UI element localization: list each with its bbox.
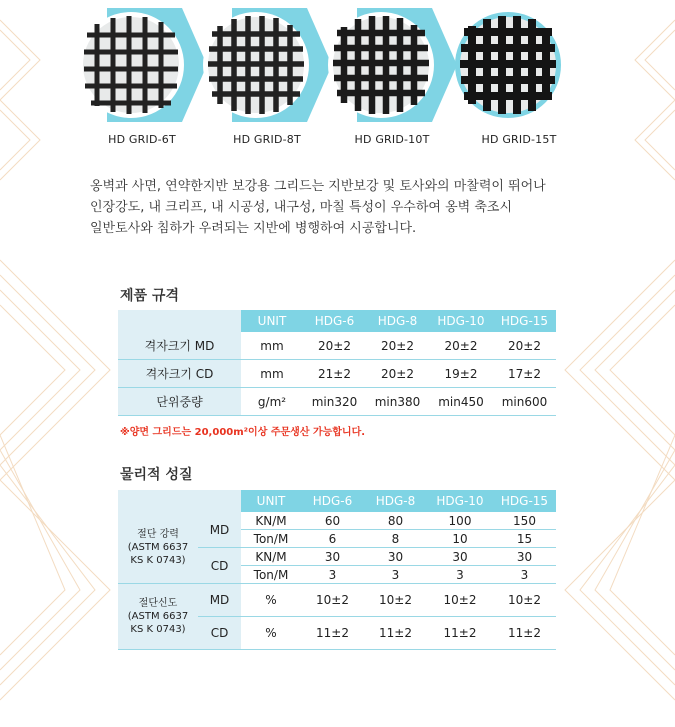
unit-cell: Ton/M — [241, 530, 301, 548]
value-cell: 150 — [493, 512, 556, 530]
value-cell: 11±2 — [301, 617, 364, 650]
value-cell: 10±2 — [493, 584, 556, 617]
direction-label: CD — [198, 617, 241, 650]
value-cell: 19±2 — [429, 360, 493, 388]
table-row — [118, 512, 556, 530]
value-cell: 11±2 — [493, 617, 556, 650]
physical-table — [118, 490, 556, 650]
product-label: HD GRID-8T — [233, 133, 301, 146]
value-cell: 21±2 — [303, 360, 366, 388]
value-cell: 30 — [493, 548, 556, 566]
group-label-breaking-strength: 절단 강력 (ASTM 6637 KS K 0743) — [118, 512, 198, 584]
order-note: ※양면 그리드는 20,000m²이상 주문생산 가능합니다. — [120, 427, 366, 438]
unit-cell: g/m² — [241, 388, 303, 416]
spec-header-cell: UNIT — [241, 310, 303, 332]
physical-header-cell: UNIT — [241, 490, 301, 512]
value-cell: 8 — [364, 530, 427, 548]
direction-label: CD — [198, 548, 241, 584]
spec-header-cell: HDG-8 — [366, 310, 429, 332]
value-cell: 60 — [301, 512, 364, 530]
table-row — [118, 332, 556, 360]
row-label: 단위중량 — [118, 388, 241, 416]
value-cell: 20±2 — [366, 332, 429, 360]
unit-cell: % — [241, 584, 301, 617]
value-cell: min380 — [366, 388, 429, 416]
physical-header-row — [118, 490, 556, 512]
value-cell: 3 — [301, 566, 364, 584]
value-cell: 30 — [364, 548, 427, 566]
value-cell: 17±2 — [493, 360, 556, 388]
value-cell: 6 — [301, 530, 364, 548]
unit-cell: Ton/M — [241, 566, 301, 584]
value-cell: 80 — [364, 512, 427, 530]
table-row — [118, 360, 556, 388]
description-line: 인장강도, 내 크리프, 내 시공성, 내구성, 마칠 특성이 우수하여 옹벽 축조시 — [90, 200, 513, 215]
value-cell: 11±2 — [364, 617, 427, 650]
spec-section-title: 제품 규격 — [120, 288, 179, 304]
table-row — [118, 584, 556, 617]
value-cell: 20±2 — [429, 332, 493, 360]
unit-cell: % — [241, 617, 301, 650]
physical-header-cell: HDG-8 — [364, 490, 427, 512]
physical-header-cell: HDG-6 — [301, 490, 364, 512]
spec-header-cell: HDG-6 — [303, 310, 366, 332]
value-cell: 10 — [427, 530, 493, 548]
value-cell: 10±2 — [364, 584, 427, 617]
value-cell: 20±2 — [493, 332, 556, 360]
physical-header-blank — [118, 490, 241, 512]
physical-header-cell: HDG-10 — [427, 490, 493, 512]
value-cell: 20±2 — [366, 360, 429, 388]
value-cell: 20±2 — [303, 332, 366, 360]
direction-label: MD — [198, 584, 241, 617]
spec-header-blank — [118, 310, 241, 332]
value-cell: 30 — [301, 548, 364, 566]
group-label-elongation: 절단신도 (ASTM 6637 KS K 0743) — [118, 584, 198, 650]
unit-cell: mm — [241, 360, 303, 388]
spec-header-cell: HDG-10 — [429, 310, 493, 332]
unit-cell: KN/M — [241, 548, 301, 566]
value-cell: 11±2 — [427, 617, 493, 650]
value-cell: 100 — [427, 512, 493, 530]
row-label: 격자크기 CD — [118, 360, 241, 388]
table-row — [118, 388, 556, 416]
value-cell: 3 — [364, 566, 427, 584]
physical-header-cell: HDG-15 — [493, 490, 556, 512]
value-cell: 10±2 — [301, 584, 364, 617]
product-hd-grid-15t — [444, 0, 594, 146]
value-cell: min320 — [303, 388, 366, 416]
direction-label: MD — [198, 512, 241, 548]
unit-cell: mm — [241, 332, 303, 360]
value-cell: min450 — [429, 388, 493, 416]
value-cell: 15 — [493, 530, 556, 548]
value-cell: 3 — [493, 566, 556, 584]
description-line: 옹벽과 사면, 연약한지반 보강용 그리드는 지반보강 및 토사와의 마찰력이 뛰어나 — [90, 179, 546, 194]
value-cell: min600 — [493, 388, 556, 416]
unit-cell: KN/M — [241, 512, 301, 530]
grid-15t-mesh-icon — [444, 0, 594, 130]
value-cell: 3 — [427, 566, 493, 584]
physical-section-title: 물리적 성질 — [120, 467, 193, 483]
product-label: HD GRID-10T — [354, 133, 430, 146]
product-gallery — [0, 0, 675, 160]
value-cell: 30 — [427, 548, 493, 566]
row-label: 격자크기 MD — [118, 332, 241, 360]
product-label: HD GRID-15T — [481, 133, 557, 146]
spec-header-cell: HDG-15 — [493, 310, 556, 332]
product-label: HD GRID-6T — [108, 133, 176, 146]
value-cell: 10±2 — [427, 584, 493, 617]
product-description — [90, 176, 610, 239]
spec-header-row — [118, 310, 556, 332]
description-line: 일반토사와 침하가 우려되는 지반에 병행하여 시공합니다. — [90, 221, 417, 236]
spec-table — [118, 310, 556, 416]
